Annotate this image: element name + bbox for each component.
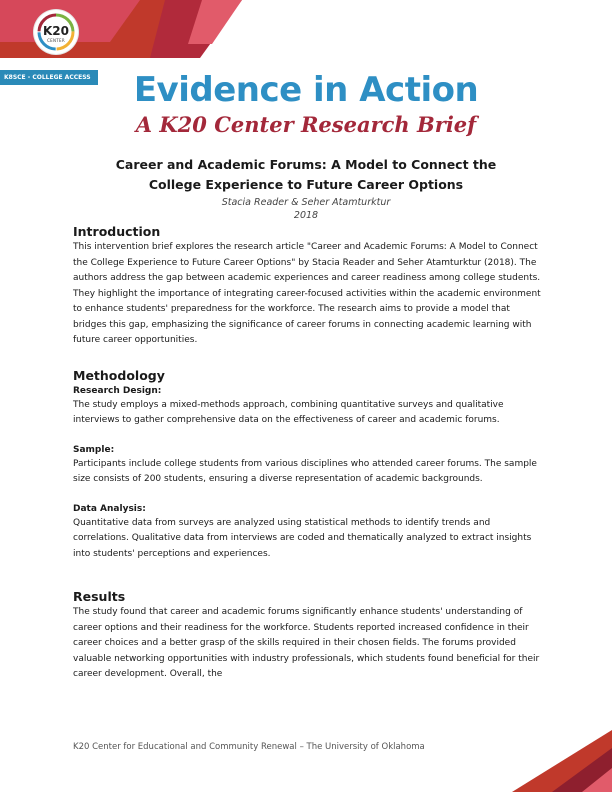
results-heading: Results bbox=[73, 589, 126, 604]
brief-content bbox=[73, 223, 543, 683]
article-title: Career and Academic Forums: A Model to Connect the College Experience to Future Career Options bbox=[115, 157, 497, 192]
spacer bbox=[73, 488, 543, 502]
page-title: Evidence in Action bbox=[133, 70, 479, 110]
footer-corner-graphic bbox=[492, 730, 612, 792]
header-banner-graphic bbox=[0, 0, 612, 72]
spacer bbox=[73, 349, 543, 367]
article-authors: Stacia Reader & Seher Atamturktur bbox=[221, 197, 391, 208]
introduction-heading: Introduction bbox=[73, 224, 161, 239]
logo-subtext: CENTER bbox=[47, 38, 65, 43]
sample-label: Sample: bbox=[73, 444, 115, 455]
spacer bbox=[73, 562, 543, 588]
introduction-body: This intervention brief explores the research article "Career and Academic Forums: A Model to Connect the College Experience to Future Career Options" by Stacia Reader and Seher Atamturktur (2018). The authors address the gap between academic experiences and career readiness among college students. They highlight the importance of integrating career-focused activities within the academic environment to enhance students' preparedness for the workforce. The research aims to provide a model that bridges this gap, emphasizing the significance of career forums in connecting academic learning with future career opportunities. bbox=[73, 242, 541, 345]
spacer bbox=[73, 429, 543, 443]
series-tag: K8SCE - COLLEGE ACCESS bbox=[0, 70, 98, 85]
sample-body: Participants include college students from various disciplines who attended career forums. The sample size consists of 200 students, ensuring a diverse representation of academic backgrounds. bbox=[73, 458, 537, 484]
research-design-body: The study employs a mixed-methods approach, combining quantitative surveys and qualitative interviews to gather comprehensive data on the effectiveness of career and academic forums. bbox=[73, 399, 504, 425]
k20-logo bbox=[34, 10, 78, 54]
data-analysis-body: Quantitative data from surveys are analyzed using statistical methods to identify trends and correlations. Qualitative data from interviews are coded and thematically analyzed to extract insights into students' perceptions and experiences. bbox=[73, 517, 532, 559]
article-year: 2018 bbox=[293, 210, 319, 221]
results-body: The study found that career and academic forums significantly enhance students' understanding of career options and their readiness for the workforce. Students reported increased confidence in their career choices and a better grasp of the skills required in their chosen fields. The forums provided valuable networking opportunities with industry professionals, which students found beneficial for their career development. Overall, the bbox=[73, 607, 540, 679]
page-subtitle: A K20 Center Research Brief bbox=[135, 112, 477, 137]
page-footer: K20 Center for Educational and Community Renewal – The University of Oklahoma bbox=[73, 742, 425, 752]
research-design-label: Research Design: bbox=[73, 385, 162, 396]
logo-text: K20 bbox=[43, 24, 69, 38]
methodology-heading: Methodology bbox=[73, 367, 165, 383]
data-analysis-label: Data Analysis: bbox=[73, 503, 146, 514]
